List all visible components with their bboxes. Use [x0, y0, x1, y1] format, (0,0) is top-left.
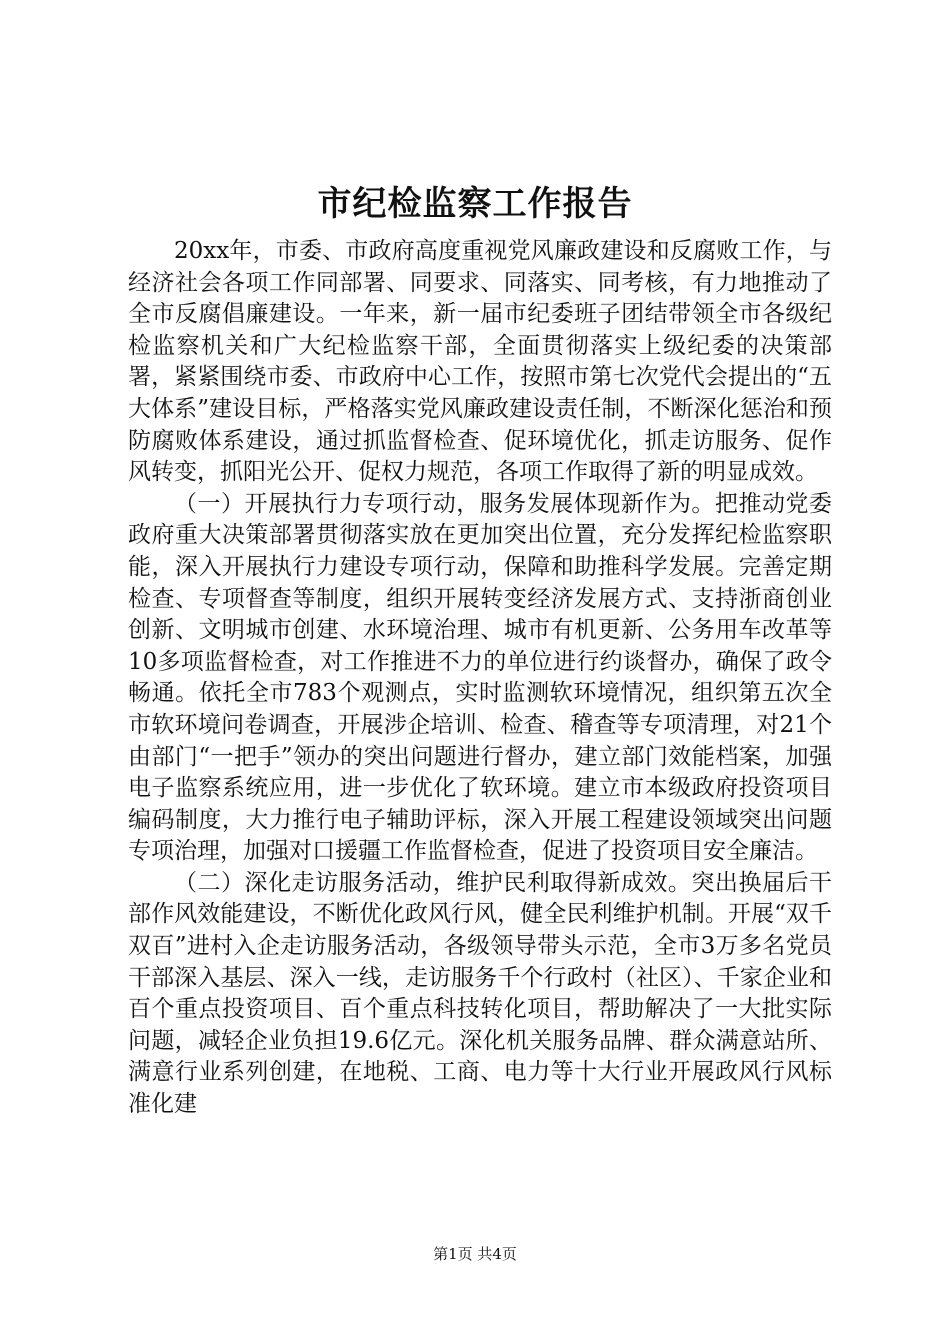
document-title: 市纪检监察工作报告 [317, 184, 633, 224]
paragraph-intro: 20xx年，市委、市政府高度重视党风廉政建设和反腐败工作，与经济社会各项工作同部署、同要求、同落实、同考核，有力地推动了全市反腐倡廉建设。一年来，新一届市纪委班子团结带领全市各级纪检监察机关和广大纪检监察干部，全面贯彻落实上级纪委的决策部署，紧紧围绕市委、市政府中心工作，按照市第七次党代会提出的“五大体系”建设目标，严格落实党风廉政建设责任制，不断深化惩治和预防腐败体系建设，通过抓监督检查、促环境优化，抓走访服务、促作风转变，抓阳光公开、促权力规范，各项工作取得了新的明显成效。 [128, 238, 832, 486]
document-body [128, 236, 832, 1121]
paragraph-section-two: （二）深化走访服务活动，维护民利取得新成效。突出换届后干部作风效能建设，不断优化政风行风，健全民利维护机制。开展“双千双百”进村入企走访服务活动，各级领导带头示范，全市3万多名党员干部深入基层、深入一线，走访服务千个行政村（社区）、千家企业和百个重点投资项目、百个重点科技转化项目，帮助解决了一大批实际问题，减轻企业负担19.6亿元。深化机关服务品牌、群众满意站所、满意行业系列创建，在地税、工商、电力等十大行业开展政风行风标准化建 [128, 869, 832, 1118]
page-number-footer: 第1页 共4页 [433, 1245, 517, 1263]
paragraph-section-one: （一）开展执行力专项行动，服务发展体现新作为。把推动党委政府重大决策部署贯彻落实放在更加突出位置，充分发挥纪检监察职能，深入开展执行力建设专项行动，保障和助推科学发展。完善定期检查、专项督查等制度，组织开展转变经济发展方式、支持浙商创业创新、文明城市创建、水环境治理、城市有机更新、公务用车改革等10多项监督检查，对工作推进不力的单位进行约谈督办，确保了政令畅通。依托全市783个观测点，实时监测软环境情况，组织第五次全市软环境问卷调查，开展涉企培训、检查、稽查等专项清理，对21个由部门“一把手”领办的突出问题进行督办，建立部门效能档案，加强电子监察系统应用，进一步优化了软环境。建立市本级政府投资项目编码制度，大力推行电子辅助评标，深入开展工程建设领域突出问题专项治理，加强对口援疆工作监督检查，促进了投资项目安全廉洁。 [128, 490, 832, 865]
